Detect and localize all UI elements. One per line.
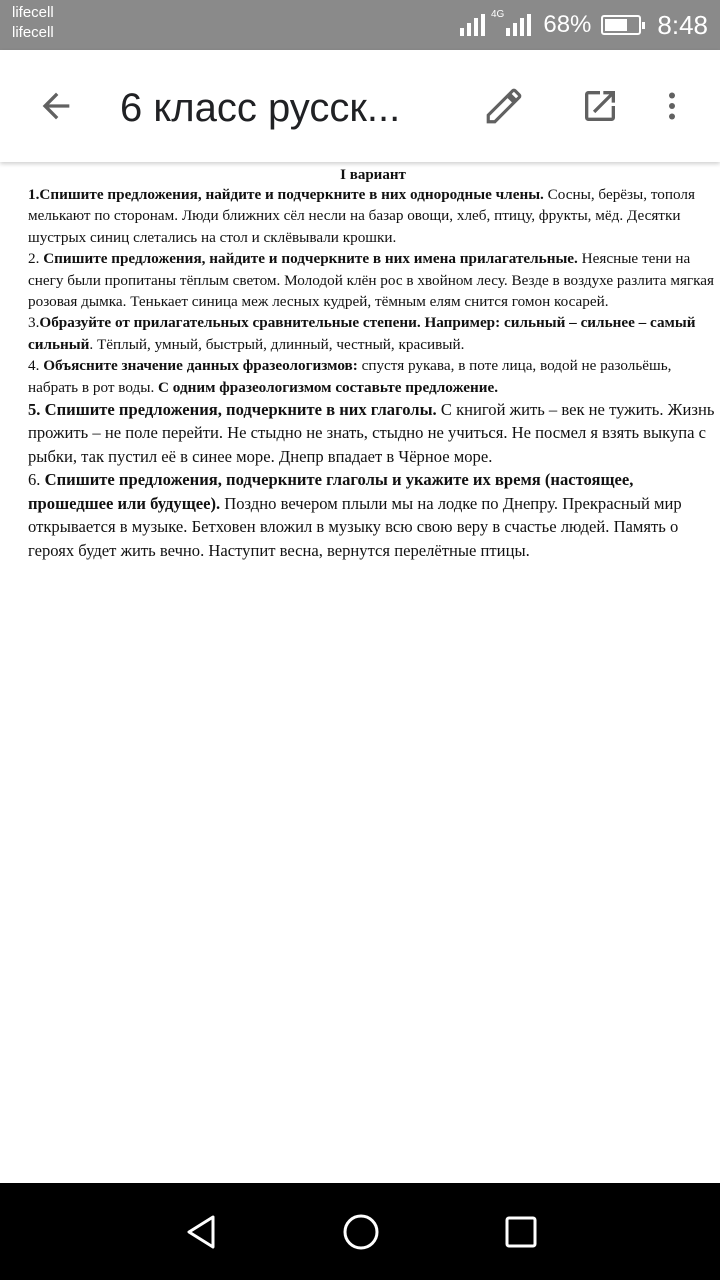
open-in-new-icon <box>580 86 620 126</box>
variant-heading: I вариант <box>340 167 406 183</box>
back-button[interactable] <box>28 78 84 134</box>
task-2-number: 2. <box>28 250 44 268</box>
document-title: 6 класс русск... <box>120 86 401 130</box>
task-2 <box>28 248 718 312</box>
battery-icon <box>601 15 641 35</box>
task-1-text: Сосны, берёзы, тополя мелькают по сторонам. Люди ближних сёл несли на базар овощи, хлеб, птицу, фрукты, мёд. Десятки шустрых синиц слетались на стол и склёвывали крошки. <box>28 186 695 246</box>
task-2-instruction: Спишите предложения, найдите и подчеркните в них имена прилагательные. <box>43 250 578 268</box>
signal-2-icon <box>506 14 531 36</box>
triangle-back-icon <box>181 1212 221 1252</box>
task-3-text: . Тёплый, умный, быстрый, длинный, честный, красивый. <box>89 335 465 353</box>
task-1 <box>28 184 718 248</box>
carrier-1: lifecell <box>12 4 54 21</box>
battery-percent: 68% <box>543 11 592 38</box>
task-5-instruction: 5. Спишите предложения, подчеркните в них глаголы. <box>28 400 437 420</box>
nav-home-button[interactable] <box>336 1207 386 1257</box>
task-6 <box>28 468 718 562</box>
nav-recents-button[interactable] <box>496 1207 546 1257</box>
square-recents-icon <box>501 1212 541 1252</box>
document-page <box>28 166 718 562</box>
arrow-back-icon <box>36 86 76 126</box>
task-6-instruction: Спишите предложения, подчеркните глаголы и укажите их время (настоящее, прошедшее или будущее). <box>28 470 634 513</box>
circle-home-icon <box>341 1212 381 1252</box>
navigation-bar <box>0 1183 720 1280</box>
task-2-text: Неясные тени на снегу были пропитаны тёплым светом. Молодой клён рос в хвойном лесу. Везде в воздухе разлита мягкая розовая дымка. Тенькает синица меж лесных кудрей, тёмным елям снится гомон косарей. <box>28 250 715 311</box>
more-vert-icon <box>654 86 690 126</box>
task-1-instruction: 1.Спишите предложения, найдите и подчеркните в них однородные члены. <box>28 186 544 203</box>
network-type: 4G <box>491 9 505 20</box>
task-3-number: 3. <box>28 314 40 332</box>
app-bar <box>0 50 720 162</box>
task-4-text: спустя рукава, в поте лица, водой не разольёшь, набрать в рот воды. <box>28 357 672 396</box>
open-externally-button[interactable] <box>572 78 628 134</box>
task-4 <box>28 355 718 398</box>
carrier-2: lifecell <box>12 24 54 41</box>
carrier-names <box>12 3 54 43</box>
task-5-text: С книгой жить – век не тужить. Жизнь прожить – не поле перейти. Не стыдно не знать, стыдно не учиться. Не посмел я взять выкупа с рыбки, так пустил её в синее море. Днепр впадает в Чёрное море. <box>28 400 715 466</box>
more-options-button[interactable] <box>644 78 700 134</box>
signal-1-icon <box>460 14 485 36</box>
task-6-number: 6. <box>28 470 45 490</box>
nav-back-button[interactable] <box>176 1207 226 1257</box>
task-5 <box>28 398 718 468</box>
task-6-text: Поздно вечером плыли мы на лодке по Днепру. Прекрасный мир открывается в музыке. Бетховен вложил в музыку всю свою веру в счастье людей. Память о героях будет жить вечно. Наступит весна, вернутся перелётные птицы. <box>28 493 682 560</box>
task-4-instruction-2: С одним фразеологизмом составьте предложение. <box>158 378 499 396</box>
task-3-instruction: Образуйте от прилагательных сравнительные степени. Например: сильный – сильнее – самый сильный <box>28 314 696 353</box>
task-3 <box>28 312 718 355</box>
status-indicators <box>460 0 708 50</box>
edit-button[interactable] <box>476 78 532 134</box>
task-4-instruction: Объясните значение данных фразеологизмов: <box>43 357 358 375</box>
battery-fill <box>605 19 627 31</box>
task-4-number: 4. <box>28 357 44 375</box>
pencil-icon <box>483 85 525 127</box>
status-bar <box>0 0 720 50</box>
clock: 8:48 <box>657 9 708 40</box>
